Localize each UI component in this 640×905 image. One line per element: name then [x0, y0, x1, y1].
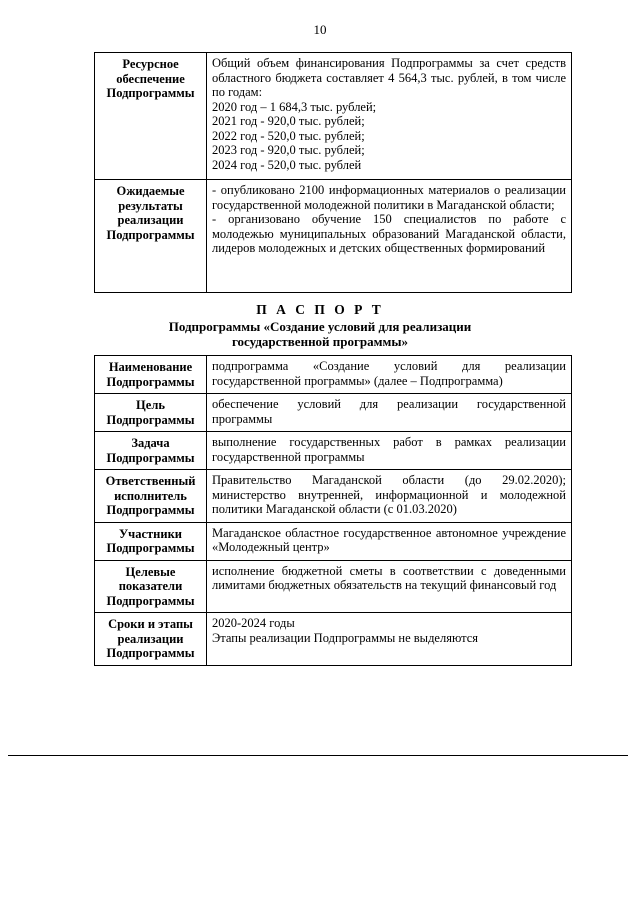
table-row [95, 356, 572, 394]
row-label: Ответственный исполнитель Подпрограммы [95, 470, 207, 523]
row-value [207, 522, 572, 560]
passport-subtitle: Подпрограммы «Создание условий для реализации государственной программы» [168, 319, 472, 349]
page-number: 10 [313, 22, 327, 37]
row-label: Целевые показатели Подпрограммы [95, 560, 207, 613]
row-text: Этапы реализации Подпрограммы не выделяются [212, 630, 479, 645]
row-text: 2020-2024 годы [212, 616, 295, 630]
table-row [95, 522, 572, 560]
row-label: Задача Подпрограммы [95, 432, 207, 470]
row-label: Участники Подпрограммы [95, 522, 207, 560]
row-value [207, 356, 572, 394]
row-value [207, 470, 572, 523]
table-row [95, 432, 572, 470]
result-item: - организовано обучение 150 специалистов по работе с молодежью муниципальных образований Магаданской области, лидеров молодежных и детских общественных формирований [212, 212, 566, 255]
row-text: Магаданское областное государственное автономное учреждение «Молодежный центр» [212, 525, 566, 554]
passport-title: П А С П О Р Т [256, 302, 384, 317]
row-value [207, 180, 572, 293]
table-row [95, 613, 572, 666]
row-label: Ресурсное обеспечение Подпрограммы [95, 53, 207, 180]
row-text: Правительство Магаданской области (до 29.02.2020); министерство внутренней, информационной и молодежной политики Магаданской области (с 01.03.2020) [212, 473, 566, 516]
row-value [207, 613, 572, 666]
row-text: подпрограмма «Создание условий для реализации государственной программы» (далее – Подпрограмма) [212, 359, 566, 388]
row-value [207, 53, 572, 180]
funding-year-line: 2020 год – 1 684,3 тыс. рублей; [212, 99, 377, 114]
result-item: - опубликовано 2100 информационных материалов о реализации государственной молодежной политики в Магаданской области; [212, 183, 566, 212]
funding-year-line: 2024 год - 520,0 тыс. рублей [212, 157, 362, 172]
row-value [207, 432, 572, 470]
table-row [95, 53, 572, 180]
table-row [95, 470, 572, 523]
table-row [95, 394, 572, 432]
row-label: Цель Подпрограммы [95, 394, 207, 432]
funding-year-line: 2023 год - 920,0 тыс. рублей; [212, 143, 365, 157]
funding-year-line: 2021 год - 920,0 тыс. рублей; [212, 114, 365, 128]
row-value [207, 560, 572, 613]
table-row [95, 180, 572, 293]
resource-table [94, 52, 572, 293]
row-text: исполнение бюджетной сметы в соответствии с доведенными лимитами бюджетных обязательств на текущий финансовый год [212, 563, 566, 592]
row-text: обеспечение условий для реализации государственной программы [212, 397, 566, 426]
row-label: Сроки и этапы реализации Подпрограммы [95, 613, 207, 666]
row-value [207, 394, 572, 432]
funding-total-text: Общий объем финансирования Подпрограммы за счет средств областного бюджета составляет 4 564,3 тыс. рублей, в том числе по годам: [212, 56, 566, 99]
passport-table [94, 355, 572, 666]
row-label: Ожидаемые результаты реализации Подпрограммы [95, 180, 207, 293]
footer-divider [8, 755, 628, 756]
row-label: Наименование Подпрограммы [95, 356, 207, 394]
table-row [95, 560, 572, 613]
row-text: выполнение государственных работ в рамках реализации государственной программы [212, 435, 566, 464]
funding-year-line: 2022 год - 520,0 тыс. рублей; [212, 128, 365, 143]
